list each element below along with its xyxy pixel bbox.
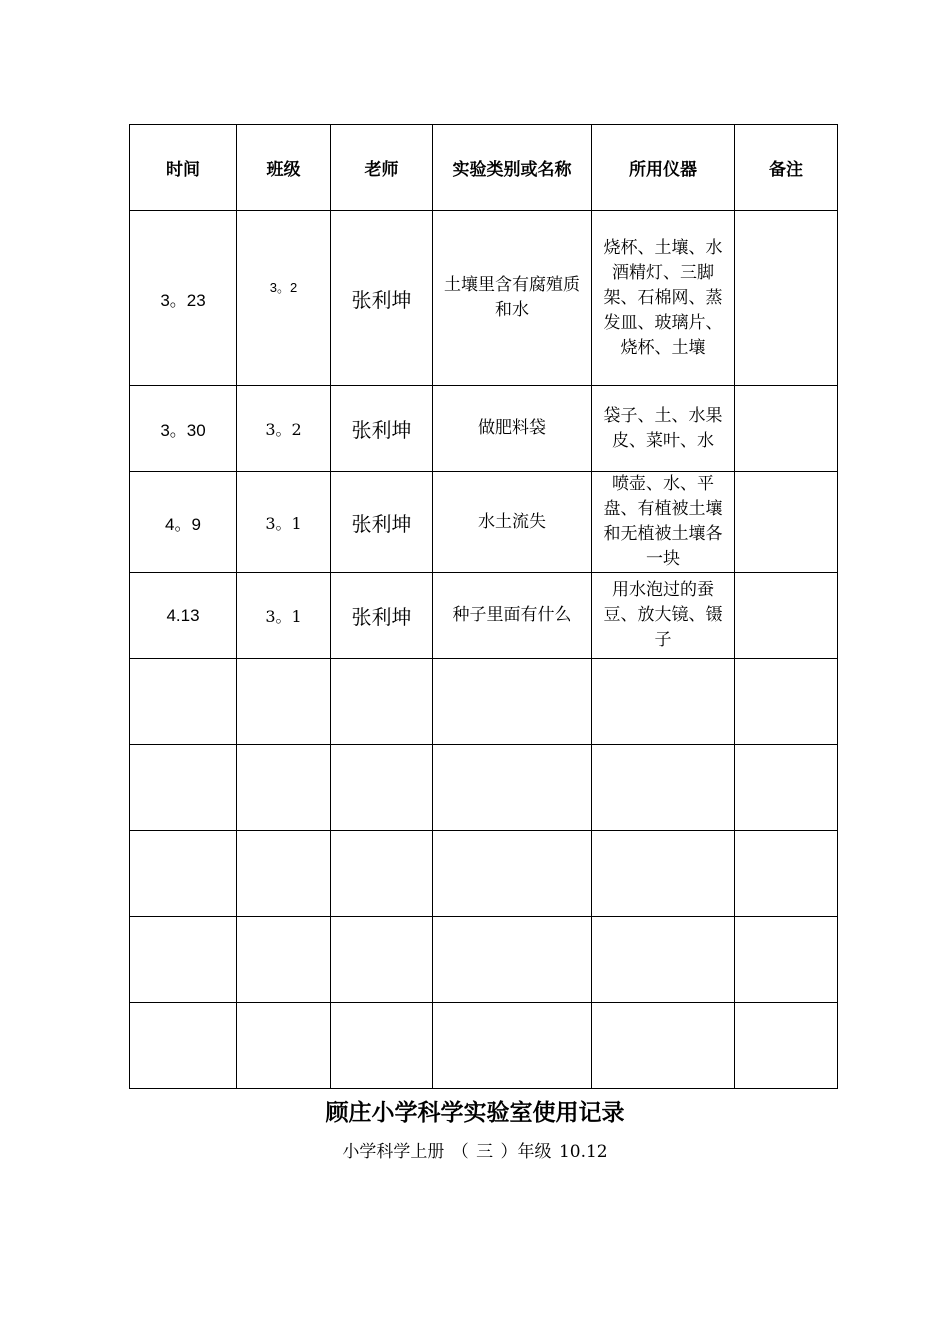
empty-cell [237,745,331,831]
empty-cell [331,1003,433,1089]
empty-row [130,1003,838,1089]
cell-teacher: 张利坤 [331,386,433,472]
table-row [130,386,838,472]
cell-equipment: 用水泡过的蚕豆、放大镜、镊子 [592,573,735,659]
cell-experiment: 做肥料袋 [433,386,592,472]
cell-class: 3。2 [237,386,331,472]
document-title: 顾庄小学科学实验室使用记录 [325,1100,625,1126]
header-note: 备注 [735,125,838,211]
empty-cell [433,745,592,831]
empty-cell [592,745,735,831]
empty-cell [735,831,838,917]
empty-cell [433,1003,592,1089]
empty-cell [433,831,592,917]
cell-time: 4.13 [130,573,237,659]
header-equipment: 所用仪器 [592,125,735,211]
empty-cell [331,831,433,917]
cell-equipment: 喷壶、水、平盘、有植被土壤和无植被土壤各一块 [592,472,735,573]
empty-cell [237,1003,331,1089]
cell-equipment [592,211,735,386]
table-row [130,573,838,659]
cell-class [237,211,331,386]
cell-experiment: 土壤里含有腐殖质和水 [433,211,592,386]
cell-teacher: 张利坤 [331,573,433,659]
cell-experiment: 种子里面有什么 [433,573,592,659]
header-experiment: 实验类别或名称 [433,125,592,211]
empty-row [130,659,838,745]
empty-cell [735,1003,838,1089]
cell-equipment: 袋子、土、水果皮、菜叶、水 [592,386,735,472]
table-row [130,211,838,386]
cell-note [735,573,838,659]
empty-cell [592,917,735,1003]
equipment-line: 酒精灯、三脚架、石棉网、蒸发皿、玻璃片、烧杯、土壤 [603,262,723,358]
cell-note [735,386,838,472]
cell-teacher: 张利坤 [331,472,433,573]
usage-record-table [129,124,838,1089]
cell-note [735,472,838,573]
empty-row [130,831,838,917]
empty-cell [433,917,592,1003]
empty-cell [130,917,237,1003]
empty-cell [331,917,433,1003]
empty-cell [130,659,237,745]
equipment-line: 烧杯、土壤、水 [603,237,723,258]
empty-cell [331,659,433,745]
cell-class: 3。1 [237,472,331,573]
empty-cell [592,659,735,745]
empty-cell [237,659,331,745]
cell-time: 4。9 [130,472,237,573]
table-row [130,472,838,573]
header-row [130,125,838,211]
empty-cell [735,745,838,831]
document-subtitle: 小学科学上册 （ 三 ）年级 10.12 [342,1142,608,1162]
cell-note [735,211,838,386]
header-class: 班级 [237,125,331,211]
empty-cell [130,1003,237,1089]
empty-cell [130,831,237,917]
cell-teacher: 张利坤 [331,211,433,386]
empty-cell [735,917,838,1003]
empty-row [130,745,838,831]
empty-cell [592,1003,735,1089]
empty-cell [130,745,237,831]
cell-time: 3。23 [130,211,237,386]
empty-cell [735,659,838,745]
header-teacher: 老师 [331,125,433,211]
cell-time: 3。30 [130,386,237,472]
empty-cell [433,659,592,745]
empty-cell [331,745,433,831]
cell-experiment: 水土流失 [433,472,592,573]
cell-class-text: 3。2 [269,279,298,295]
header-time: 时间 [130,125,237,211]
empty-cell [237,917,331,1003]
empty-cell [592,831,735,917]
empty-cell [237,831,331,917]
empty-row [130,917,838,1003]
cell-class: 3。1 [237,573,331,659]
